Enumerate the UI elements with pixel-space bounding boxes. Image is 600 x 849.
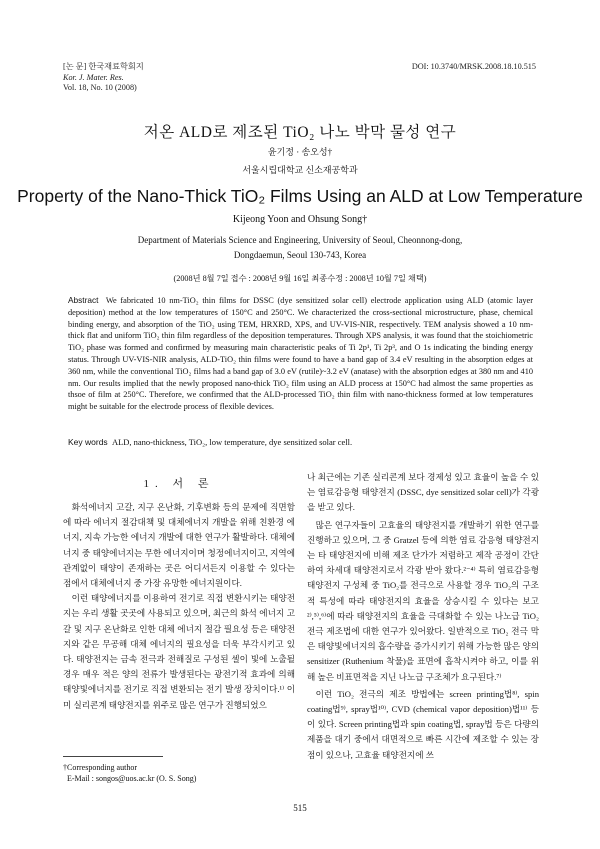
page-number: 515	[293, 803, 307, 813]
email: E-Mail : songos@uos.ac.kr (O. S. Song)	[67, 774, 197, 783]
keywords-label: Key words	[68, 437, 108, 447]
title-kr: 저온 ALD로 제조된 TiO₂ 나노 박막 물성 연구	[143, 124, 457, 141]
paragraph: 많은 연구자들이 고효율의 태양전지를 개발하기 위한 연구를 진행하고 있으며, 그 중 Gratzel 등에 의한 염료 감응형 태양전지는 타 태양전지에 비해 제조 단가가 저렴하고 제작 공정이 간단하여 차세대 태양전지로서 각광 받아 왔다.²⁻⁴⁾ 특히 염료감응형 태양전지 구성체 중 TiO₂를 전극으로 사용할 경우 TiO₂의 구조적 특성에 따라 태양전지의 효율을 상승시킬 수 있다는 보고²⁾,⁵⁾,⁶⁾에 따라 태양전지의 효율을 극대화할 수 있는 나노급 TiO₂ 전극 제조법에 대한 연구가 있어왔다. 일반적으로 TiO₂ 전극 막은 태양빛에너지의 흡수량을 증가시키기 위해 가능한 많은 양의 sensitizer (Ruthenium 착물)을 표면에 흡착시켜야 하고, 이를 위해 높은 비표면적을 지닌 나노급 구조체가 요구된다.⁷⁾	[307, 519, 539, 682]
journal-header	[63, 62, 144, 94]
footnote-rule	[63, 756, 163, 757]
paragraph: 이런 TiO₂ 전극의 제조 방법에는 screen printing법⁸⁾, spin coating법⁹⁾, spray법¹⁰⁾, CVD (chemical vapor deposition)법¹¹⁾ 등이 있다. Screen printing법과 spin coating법, spray법 등은 다량의 제품을 대기 중에서 대면적으로 빠른 시간에 제조할 수 있는 장점이 있으나, 고효율 태양전지에 쓰	[307, 688, 539, 760]
footnote	[63, 762, 196, 784]
paragraph: 나 최근에는 기존 실리콘계 보다 경제성 있고 효율이 높을 수 있는 염료감응형 태양전지 (DSSC, dye sensitized solar cell)가 각광을 받고 있다.	[307, 472, 539, 513]
abstract-text: We fabricated 10 nm-TiO₂ thin films for DSSC (dye sensitized solar cell) electrode application using ALD (atomic layer deposition) method at the low temperatures of 150°C and 250°C. We characterized the cross-sectional microstructure, phase, chemical binding energy, and absorption of the TiO₂ using TEM, HRXRD, XPS, and UV-VIS-NIR, respectively. TEM analysis showed a 10 nm-thick flat and uniform TiO₂ thin film regardless of the deposition temperatures. Through XPS analysis, it was found that the stoichiometric TiO₂ phase was formed and confirmed by measuring main characteristic peaks of Ti 2p¹, Ti 2p³, and O 1s indicating the binding energy status. Through UV-VIS-NIR analysis, ALD-TiO₂ thin films were found to have a band gap of 3.4 eV resulting in the absorption edges at 360 nm, while the conventional TiO₂ films had a band gap of 3.0 eV (rutile)~3.2 eV (anatase) with the absorption edges at 380 nm and 410 nm. Our results implied that the newly proposed nano-thick TiO₂ film using an ALD process at 150°C had almost the same properties as thsoe of film at 250°C. Therefore, we confirmed that the ALD-processed TiO₂ thin film with nano-thickness formed at low temperatures might be suitable for the electrode process of flexible devices.	[68, 296, 533, 412]
right-column	[307, 470, 539, 763]
paragraph: 이런 태양에너지를 이용하여 전기로 직접 변환시키는 태양전지는 우리 생활 곳곳에 사용되고 있으며, 최근의 화석 에너지 고갈 및 지구 온난화로 인한 대체 에너지 절감 필요성 등은 태양전지와 같은 무공해 대체 에너지의 필요성을 더욱 부각시키고 있다. 태양전지는 금속 전극과 전해질로 구성된 셀이 빛에 노출될 경우 매우 적은 양의 전류가 발생된다는 광전기적 효과에 의해 태양빛에너지를 전기로 직접 변환되는 전기 발생 장치이다.¹⁾ 이미 실리콘계 태양전지를 위주로 많은 연구가 진행되었으	[63, 593, 295, 710]
paragraph: 화석에너지 고갈, 지구 온난화, 기후변화 등의 문제에 직면함에 따라 에너지 절감대책 및 대체에너지 개발을 위해 친환경 에너지, 지속 가능한 에너지 개발에 대한 연구가 활발하다. 대체에너지 중 태양에너지는 무한 에너지이며 청정에너지이고, 지역에 관계없이 태양이 존재하는 곳은 어디서든지 이용할 수 있다는 점에서 대체에너지 중 가장 유망한 에너지원이다.	[63, 502, 295, 589]
abstract	[68, 295, 533, 413]
corresponding-author: †Corresponding author	[63, 763, 137, 772]
affiliation-en-line1: Department of Materials Science and Engineering, University of Seoul, Cheonnong-dong,	[137, 235, 463, 245]
authors-kr: 윤기정 · 송오성†	[267, 147, 333, 157]
abstract-label: Abstract	[68, 295, 99, 305]
authors-en: Kijeong Yoon and Ohsung Song†	[232, 214, 368, 225]
keywords	[68, 437, 352, 447]
section-1-title: 1. 서 론	[143, 478, 215, 490]
left-column	[63, 500, 295, 713]
doi: DOI: 10.3740/MRSK.2008.18.10.515	[411, 62, 536, 71]
affiliation-kr: 서울시립대학교 신소재공학과	[242, 165, 358, 175]
journal-volume: Vol. 18, No. 10 (2008)	[63, 83, 137, 92]
journal-name-kr: [논 문] 한국재료학회지	[63, 62, 144, 71]
keywords-text: ALD, nano-thickness, TiO₂, low temperature, dye sensitized solar cell.	[111, 437, 353, 447]
affiliation-en-line2: Dongdaemun, Seoul 130-743, Korea	[233, 250, 367, 260]
title-en: Property of the Nano-Thick TiO₂ Films Using an ALD at Low Temperature	[17, 186, 583, 206]
journal-name-en: Kor. J. Mater. Res.	[63, 72, 124, 82]
dates: (2008년 8월 7일 접수 : 2008년 9월 16일 최종수정 : 2008년 10월 7일 채택)	[173, 274, 427, 283]
